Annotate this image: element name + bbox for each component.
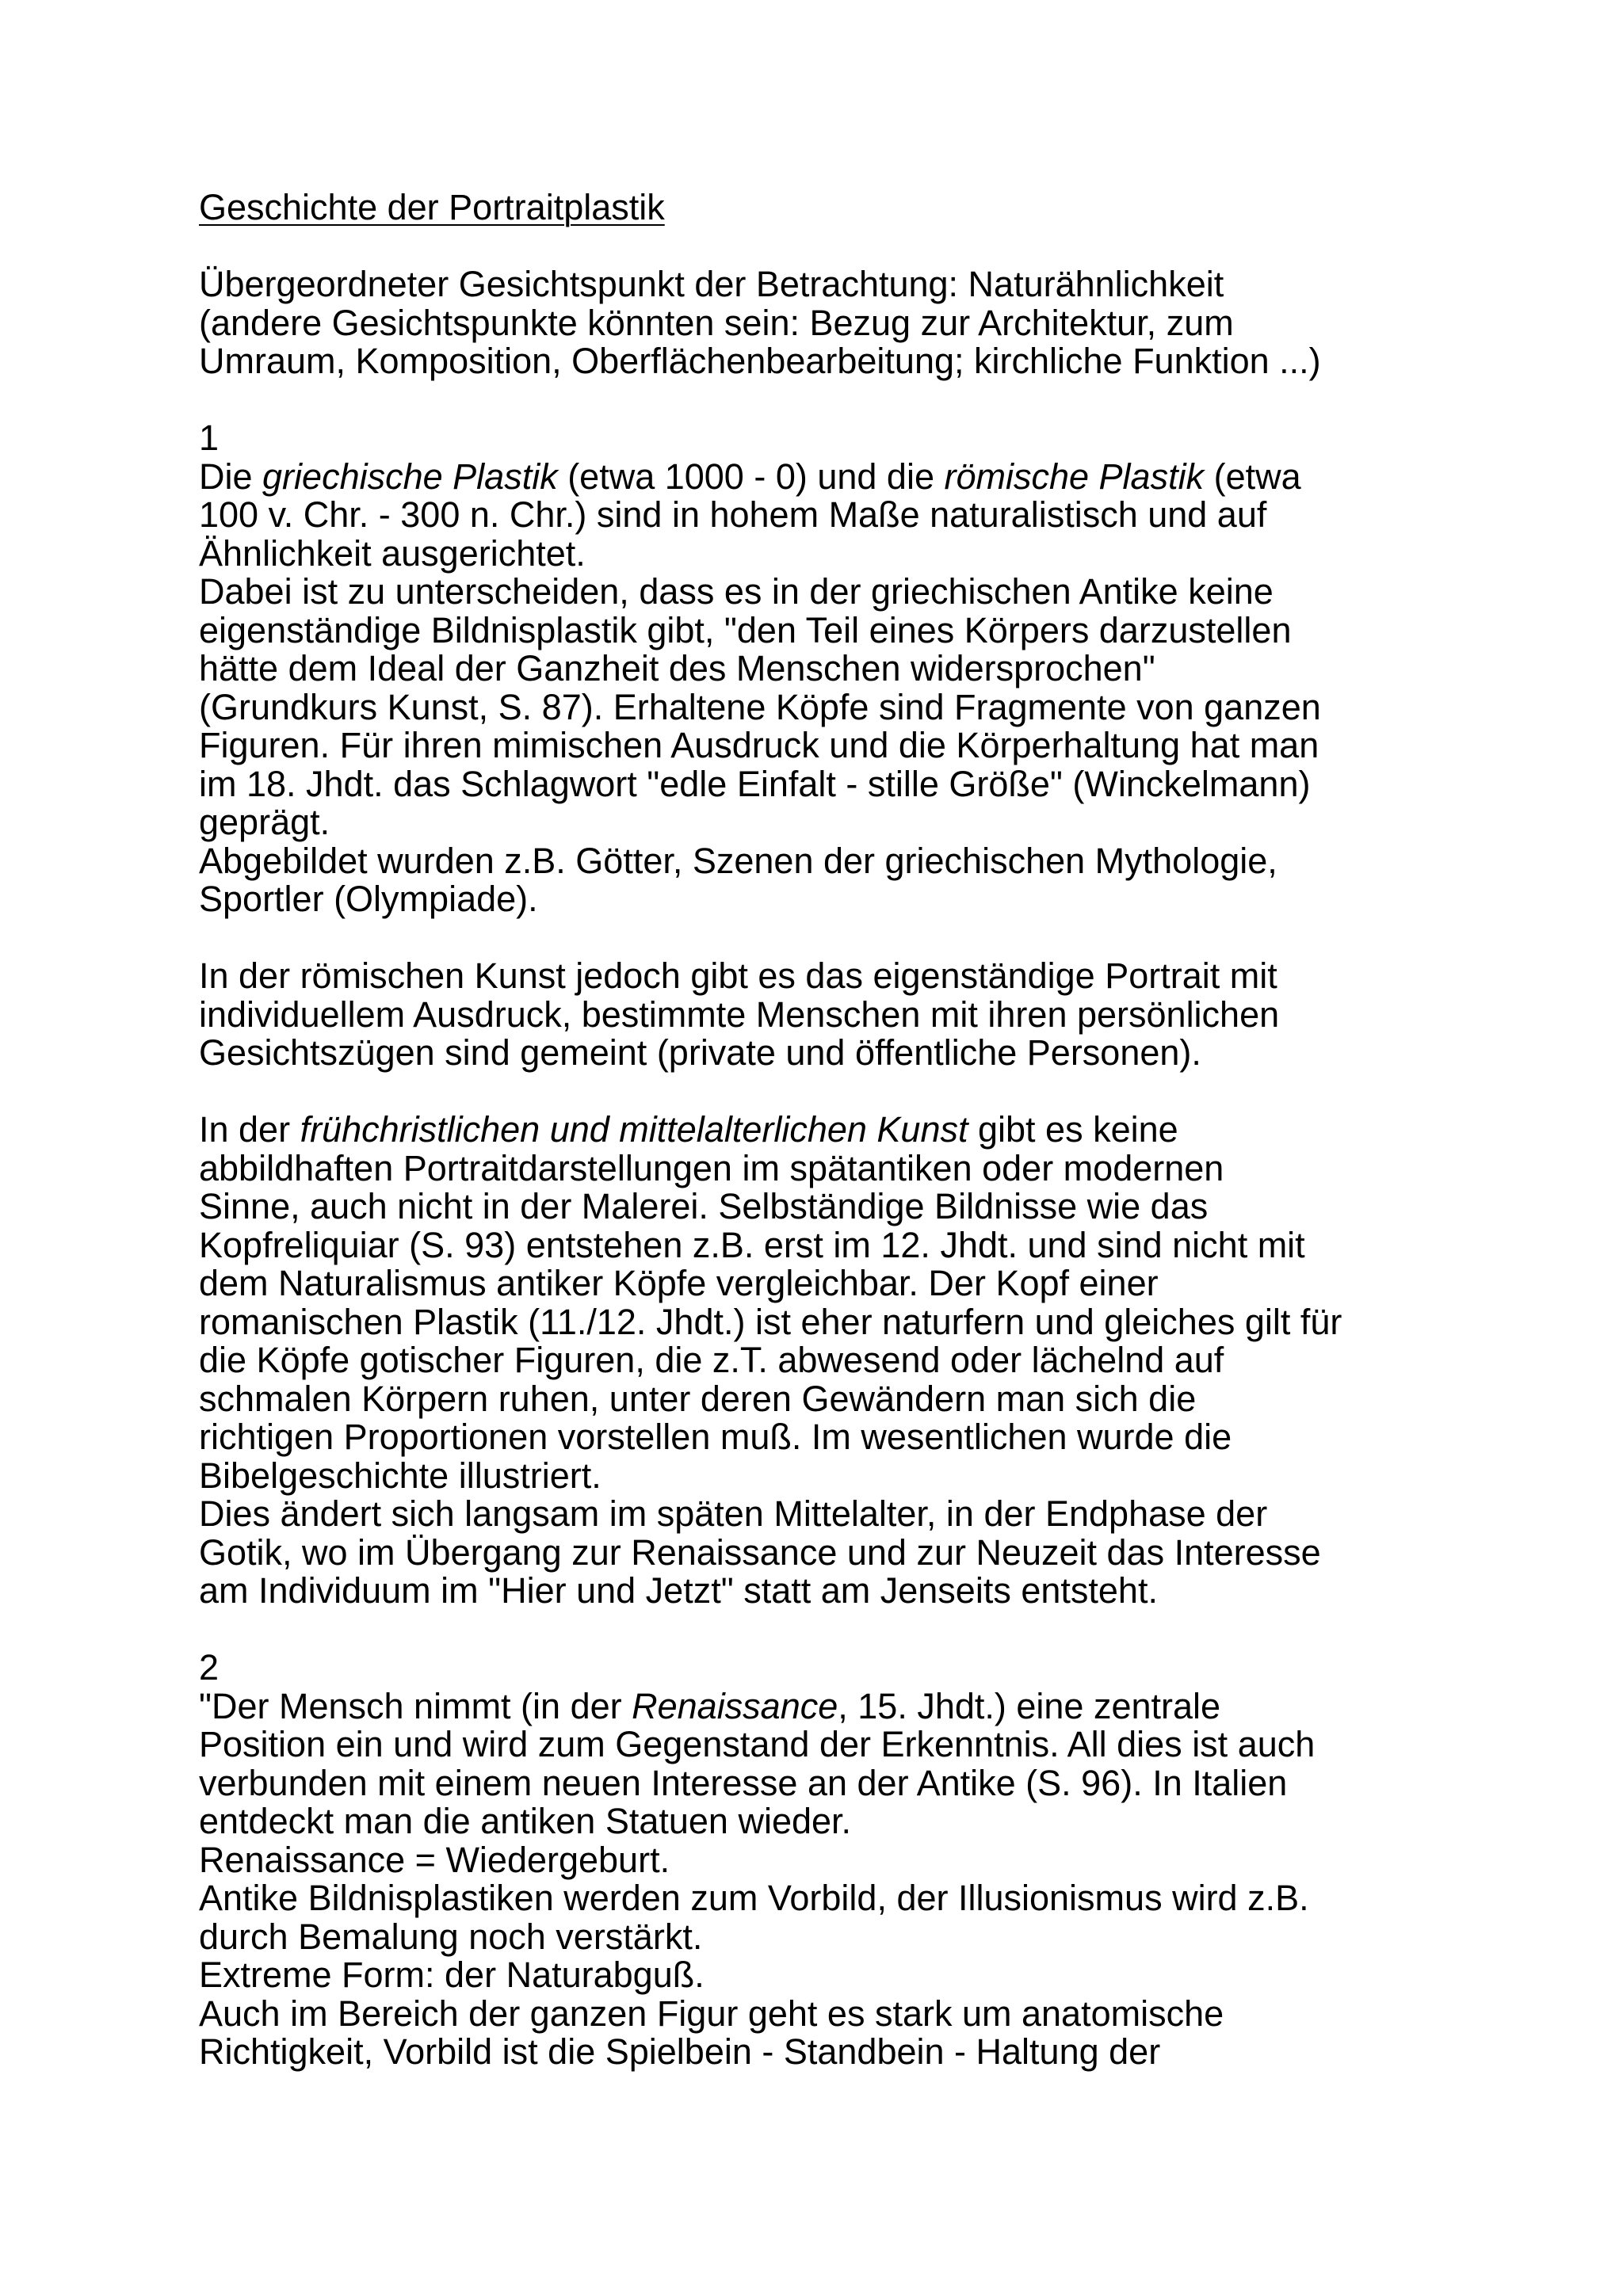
text-line: Abgebildet wurden z.B. Götter, Szenen der griechischen Mythologie, <box>199 840 1277 881</box>
text-line: In der römischen Kunst jedoch gibt es das eigenständige Portrait mit <box>199 955 1277 996</box>
document-title: Geschichte der Portraitplastik <box>199 187 665 227</box>
text-line: (andere Gesichtspunkte könnten sein: Bezug zur Architektur, zum <box>199 302 1234 343</box>
section2-paragraph-1 <box>199 1685 1467 2072</box>
text-run: "Der Mensch nimmt (in der <box>199 1685 632 1726</box>
text-line: geprägt. <box>199 802 330 842</box>
spacer <box>199 919 1467 958</box>
text-run: , 15. Jhdt.) eine zentrale <box>838 1685 1221 1726</box>
spacer <box>199 381 1467 420</box>
text-line: Umraum, Komposition, Oberflächenbearbeitung; kirchliche Funktion ...) <box>199 341 1321 381</box>
spacer <box>199 1073 1467 1112</box>
text-line: richtigen Proportionen vorstellen muß. Im wesentlichen wurde die <box>199 1417 1232 1457</box>
text-line: Auch im Bereich der ganzen Figur geht es stark um anatomische <box>199 1993 1224 2034</box>
italic-term: Renaissance <box>632 1685 838 1726</box>
section-number: 2 <box>199 1647 220 1688</box>
section1-paragraph-2 <box>199 573 1467 919</box>
text-line: hätte dem Ideal der Ganzheit des Menschen widersprochen" <box>199 648 1155 688</box>
spacer <box>199 1611 1467 1650</box>
text-run: Die <box>199 456 263 497</box>
text-line: Übergeordneter Gesichtspunkt der Betrachtung: Naturähnlichkeit <box>199 264 1224 304</box>
text-run: (etwa 1000 - 0) und die <box>557 456 945 497</box>
italic-term: griechische Plastik <box>262 456 558 497</box>
text-line: Bibelgeschichte illustriert. <box>199 1455 601 1496</box>
text-line: Antike Bildnisplastiken werden zum Vorbild, der Illusionismus wird z.B. <box>199 1878 1309 1918</box>
text-line: romanischen Plastik (11./12. Jhdt.) ist eher naturfern und gleiches gilt für <box>199 1301 1342 1342</box>
text-line <box>199 1685 1467 1726</box>
italic-term: römische Plastik <box>944 456 1205 497</box>
text-line: dem Naturalismus antiker Köpfe vergleichbar. Der Kopf einer <box>199 1263 1159 1303</box>
text-line <box>199 458 1467 497</box>
text-line: Kopfreliquiar (S. 93) entstehen z.B. erst im 12. Jhdt. und sind nicht mit <box>199 1224 1305 1265</box>
text-line: entdeckt man die antiken Statuen wieder. <box>199 1801 852 1841</box>
text-line: verbunden mit einem neuen Interesse an der Antike (S. 96). In Italien <box>199 1762 1288 1803</box>
text-line: Gesichtszügen sind gemeint (private und öffentliche Personen). <box>199 1032 1201 1073</box>
text-line: eigenständige Bildnisplastik gibt, "den Teil eines Körpers darzustellen <box>199 609 1292 650</box>
section1-paragraph-4 <box>199 1111 1467 1611</box>
section1-paragraph-1 <box>199 458 1467 574</box>
text-line: Sinne, auch nicht in der Malerei. Selbständige Bildnisse wie das <box>199 1186 1209 1226</box>
text-run: (etwa <box>1204 456 1301 497</box>
text-line: Position ein und wird zum Gegenstand der Erkenntnis. All dies ist auch <box>199 1724 1316 1764</box>
text-line: (Grundkurs Kunst, S. 87). Erhaltene Köpfe sind Fragmente von ganzen <box>199 686 1321 727</box>
text-line: Gotik, wo im Übergang zur Renaissance und zur Neuzeit das Interesse <box>199 1531 1321 1573</box>
intro-paragraph <box>199 265 1467 381</box>
italic-term: frühchristlichen und mittelalterlichen Kunst <box>300 1109 968 1150</box>
text-line: Ähnlichkeit ausgerichtet. <box>199 532 586 574</box>
text-line <box>199 1111 1467 1150</box>
section-number: 1 <box>199 418 220 458</box>
text-line: Richtigkeit, Vorbild ist die Spielbein - Standbein - Haltung der <box>199 2031 1161 2072</box>
text-line: 100 v. Chr. - 300 n. Chr.) sind in hohem Maße naturalistisch und auf <box>199 494 1267 535</box>
text-line: Sportler (Olympiade). <box>199 879 538 919</box>
document-page <box>199 189 1467 2072</box>
text-line: die Köpfe gotischer Figuren, die z.T. abwesend oder lächelnd auf <box>199 1340 1224 1380</box>
text-line: Renaissance = Wiedergeburt. <box>199 1839 670 1880</box>
text-run: gibt es keine <box>968 1109 1178 1150</box>
text-line: schmalen Körpern ruhen, unter deren Gewändern man sich die <box>199 1378 1197 1419</box>
spacer <box>199 227 1467 266</box>
text-line: Figuren. Für ihren mimischen Ausdruck und die Körperhaltung hat man <box>199 725 1319 765</box>
text-line: Dies ändert sich langsam im späten Mittelalter, in der Endphase der <box>199 1493 1268 1534</box>
section1-paragraph-3 <box>199 957 1467 1073</box>
text-run: In der <box>199 1109 300 1150</box>
text-line: am Individuum im "Hier und Jetzt" statt am Jenseits entsteht. <box>199 1570 1158 1611</box>
text-line: individuellem Ausdruck, bestimmte Menschen mit ihren persönlichen <box>199 994 1280 1035</box>
text-line: Extreme Form: der Naturabguß. <box>199 1955 705 1995</box>
text-line: im 18. Jhdt. das Schlagwort "edle Einfalt - stille Größe" (Winckelmann) <box>199 763 1311 804</box>
text-line: Dabei ist zu unterscheiden, dass es in der griechischen Antike keine <box>199 571 1274 612</box>
text-line: abbildhaften Portraitdarstellungen im spätantiken oder modernen <box>199 1147 1224 1188</box>
text-line: durch Bemalung noch verstärkt. <box>199 1916 703 1957</box>
